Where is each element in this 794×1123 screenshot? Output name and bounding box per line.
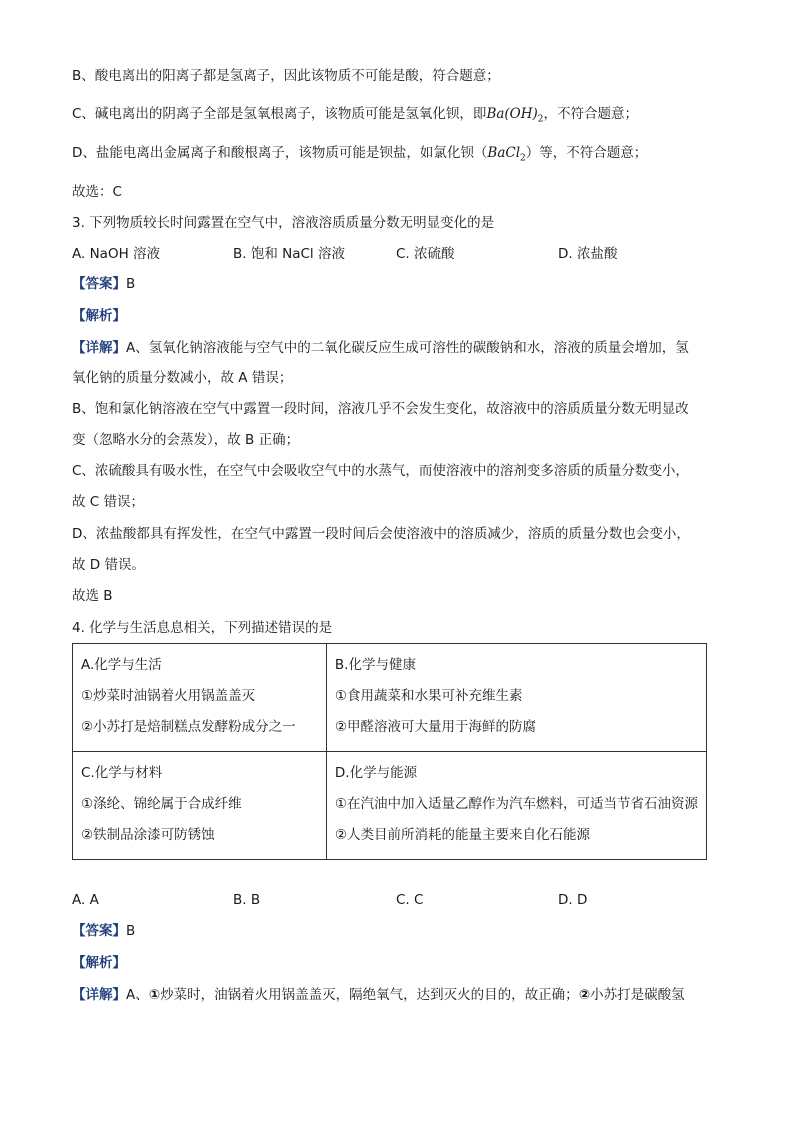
q3-detail-line-7: D、浓盐酸都具有挥发性，在空气中露置一段时间后会使溶液中的溶质减少，溶质的质量分数也会变小，	[72, 526, 690, 542]
q3-option-b: B. 饱和 NaCl 溶液	[233, 246, 345, 262]
cell-heading: A.化学与生活	[81, 657, 162, 673]
q4-option-a: A. A	[72, 892, 99, 908]
table-row	[73, 752, 707, 860]
formula-bacl2: BaCl$_2$	[487, 145, 526, 164]
prev-answer: 故选：C	[72, 184, 122, 200]
q3-detail-line-1: 【详解】A、氢氧化钠溶液能与空气中的二氧化碳反应生成可溶性的碳酸钠和水，溶液的质量会增加，氢	[72, 340, 689, 356]
q4-table	[72, 643, 707, 860]
q3-option-a: A. NaOH 溶液	[72, 246, 161, 262]
answer-value: B	[126, 276, 136, 292]
table-cell-d	[326, 752, 706, 860]
prev-option-d-explanation	[72, 143, 647, 169]
q3-analysis-tag: 【解析】	[72, 308, 126, 324]
cell-item-1: ①炒菜时油锅着火用锅盖盖灭	[81, 688, 256, 704]
q4-option-d: D. D	[558, 892, 588, 908]
prev-d-text: D、盐能电离出金属离子和酸根离子，该物质可能是钡盐，如氯化钡（	[72, 145, 488, 161]
answer-tag: 【答案】	[72, 923, 126, 939]
q3-stem: 3. 下列物质较长时间露置在空气中，溶液溶质质量分数无明显变化的是	[72, 215, 495, 231]
cell-item-2: ②小苏打是焙制糕点发酵粉成分之一	[81, 719, 296, 735]
prev-c-text: C、碱电离出的阴离子全部是氢氧根离子，该物质可能是氢氧化钡，即	[72, 106, 487, 122]
q3-detail-line-4: 变（忽略水分的会蒸发），故 B 正确；	[72, 432, 300, 448]
prev-c-text-end: ，不符合题意；	[543, 106, 639, 122]
circled-number-1: ①	[148, 987, 161, 1003]
detail-tag: 【详解】	[72, 340, 126, 356]
circled-number-2: ②	[578, 987, 591, 1003]
cell-heading: D.化学与能源	[334, 765, 418, 781]
q3-option-d: D. 浓盐酸	[558, 246, 618, 262]
table-row	[73, 644, 707, 752]
table-cell-b	[326, 644, 706, 752]
prev-option-c-explanation	[72, 104, 638, 130]
q4-option-c: C. C	[396, 892, 424, 908]
detail-tag: 【详解】	[72, 987, 126, 1003]
cell-heading: C.化学与材料	[81, 765, 163, 781]
table-cell-c	[73, 752, 327, 860]
q4-option-b: B. B	[233, 892, 261, 908]
q3-detail-line-3: B、饱和氯化钠溶液在空气中露置一段时间，溶液几乎不会发生变化，故溶液中的溶质质量分数无明显改	[72, 401, 689, 417]
q4-detail-line-1: 【详解】A、①炒菜时，油锅着火用锅盖盖灭，隔绝氧气，达到灭火的目的，故正确；②小苏打是碳酸氢	[72, 987, 685, 1003]
q3-detail-line-8: 故 D 错误。	[72, 557, 145, 573]
cell-item-1: ①食用蔬菜和水果可补充维生素	[334, 688, 523, 704]
cell-item-1: ①在汽油中加入适量乙醇作为汽车燃料，可适当节省石油资源	[334, 796, 698, 812]
q3-detail-line-2: 氧化钠的质量分数减小，故 A 错误；	[72, 370, 293, 386]
q4-stem: 4. 化学与生活息息相关，下列描述错误的是	[72, 620, 333, 636]
prev-option-b-explanation: B、酸电离出的阳离子都是氢离子，因此该物质不可能是酸，符合题意；	[72, 68, 500, 84]
answer-value: B	[126, 923, 136, 939]
cell-item-1: ①涤纶、锦纶属于合成纤维	[81, 796, 242, 812]
q3-option-c: C. 浓硫酸	[396, 246, 455, 262]
formula-ba-oh-2: $Ba(OH)_2$	[486, 106, 544, 125]
q4-analysis-tag: 【解析】	[72, 955, 126, 971]
q3-answer	[72, 274, 135, 294]
q3-detail-line-5: C、浓硫酸具有吸水性，在空气中会吸收空气中的水蒸气，而使溶液中的溶剂变多溶质的质量分数变小，	[72, 463, 689, 479]
cell-item-2: ②人类目前所消耗的能量主要来自化石能源	[334, 827, 590, 843]
q3-detail-line-6: 故 C 错误；	[72, 494, 145, 510]
q4-answer	[72, 921, 135, 941]
cell-item-2: ②甲醛溶液可大量用于海鲜的防腐	[334, 719, 536, 735]
cell-item-2: ②铁制品涂漆可防锈蚀	[81, 827, 215, 843]
answer-tag: 【答案】	[72, 276, 126, 292]
cell-heading: B.化学与健康	[334, 657, 416, 673]
q3-conclusion: 故选 B	[72, 588, 113, 604]
prev-d-text-end: ）等，不符合题意；	[525, 145, 648, 161]
table-cell-a	[73, 644, 327, 752]
